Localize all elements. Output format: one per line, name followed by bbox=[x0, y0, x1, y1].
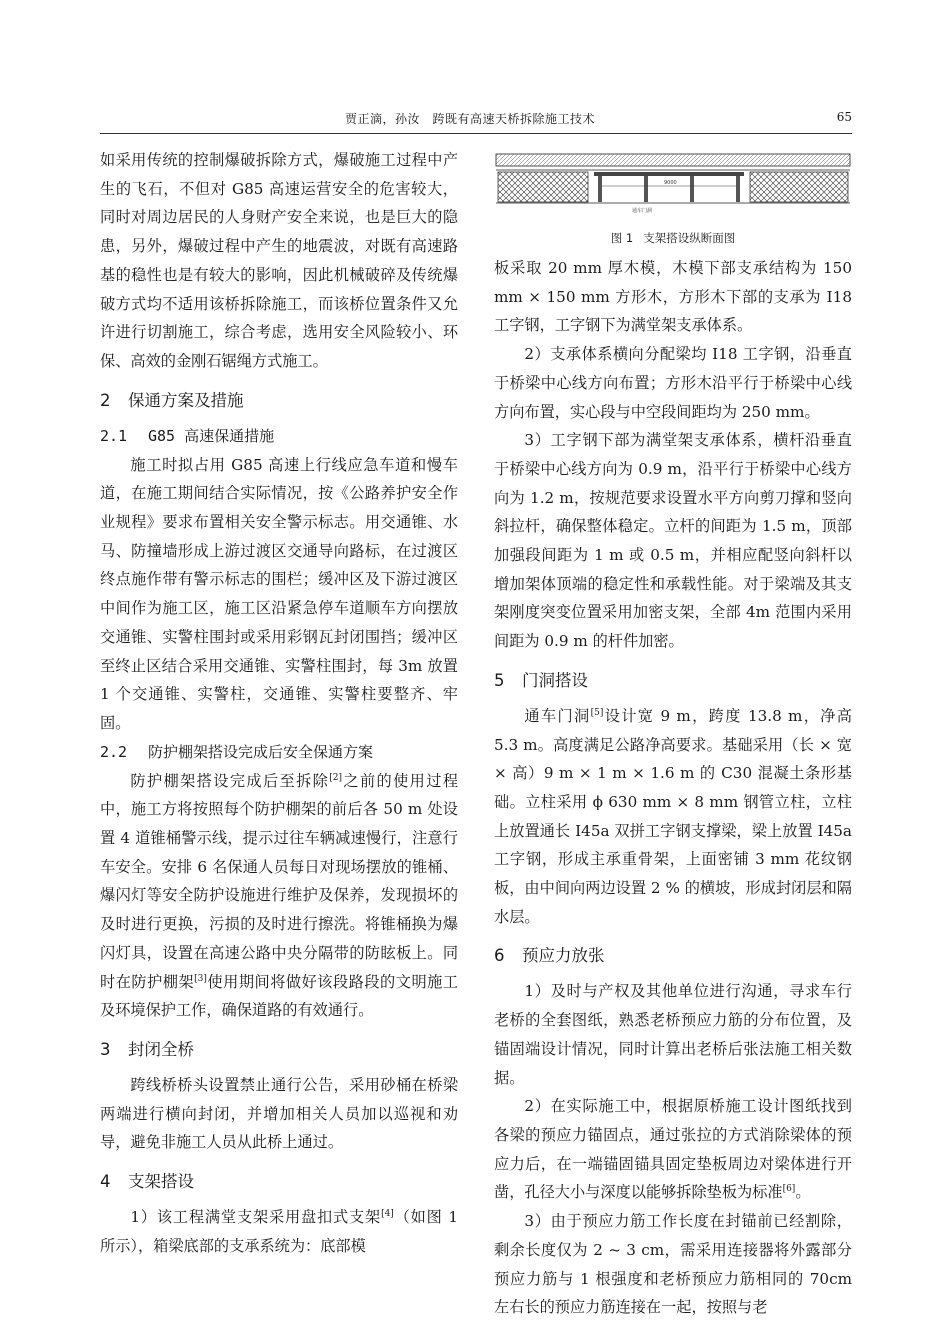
section-4-continued: 板采取 20 mm 厚木模，木模下部支承结构为 150 mm × 150 mm 方形木，方形木下部的支承为 I18 工字钢，工字钢下为满堂架支承体系。 bbox=[494, 259, 852, 335]
section-title: 支架搭设 bbox=[128, 1172, 194, 1192]
gate-post-mid-right bbox=[690, 176, 694, 202]
section-6-item-1: 1）及时与产权及其他单位进行沟通，寻求车行老桥的全套图纸，熟悉老桥预应力筋的分布位置，及锚固端设计情况，同时计算出老桥后张法施工相关数据。 bbox=[494, 982, 852, 1087]
section-4-paragraph bbox=[100, 1203, 458, 1260]
section-4-heading bbox=[100, 1167, 458, 1197]
figure-1 bbox=[494, 150, 852, 218]
section-5-paragraph bbox=[494, 702, 852, 932]
section-4-item-3: 3）工字钢下部为满堂架支承体系，横杆沿垂直于桥梁中心线方向为 0.9 m，沿平行于桥梁中心线方向为 1.2 m，按规范要求设置水平方向剪刀撑和竖向斜拉杆，确保整体稳定。立杆的间距为 1.5 m，顶部加强段间距为 1 m 或 0.5 m，并相应配竖向斜杆以增加架体顶端的稳定性和承载性能。对于梁端及其支架刚度突变位置采用加密支架，全部 4m 范围内采用间距为 0.9 m 的杆件加密。 bbox=[494, 431, 852, 651]
subsection-title: 防护棚架搭设完成后安全保通方案 bbox=[148, 742, 374, 761]
section-5-heading bbox=[494, 666, 852, 696]
section-6-item-3: 3）由于预应力筋工作长度在封锚前已经割除，剩余长度仅为 2 ~ 3 cm，需采用连接器将外露部分预应力筋与 1 根强度和老桥预应力筋相同的 70cm 左右长的预应力筋连接在一起，按照与老 bbox=[494, 1212, 852, 1317]
citation: [5] bbox=[590, 707, 604, 718]
section-2-heading bbox=[100, 386, 458, 416]
text-run: 1）该工程满堂支架采用盘扣式支架 bbox=[130, 1208, 382, 1227]
dimension-label: 9000 bbox=[664, 180, 677, 186]
text-run: 通车门洞 bbox=[524, 706, 591, 725]
section-title: 预应力放张 bbox=[522, 946, 605, 966]
citation: [2] bbox=[329, 772, 342, 783]
figure-caption bbox=[494, 228, 852, 248]
section-3-heading bbox=[100, 1035, 458, 1065]
subsection-title: G85 高速保通措施 bbox=[148, 426, 275, 445]
section-4-item-2: 2）支承体系横向分配梁均 I18 工字钢，沿垂直于桥梁中心线方向布置；方形木沿平行于桥梁中心线方向布置，实心段与中空段间距均为 250 mm。 bbox=[494, 345, 852, 421]
gate-post-left bbox=[598, 176, 602, 202]
running-header bbox=[100, 110, 852, 128]
text-run: 2）在实际施工中，根据原桥施工设计图纸找到各梁的预应力锚固点，通过张拉的方式消除梁体的预应力后，在一端锚固锚具固定垫板周边对梁体进行开凿，孔径大小与深度以能够拆除垫板为标准 bbox=[494, 1097, 852, 1202]
section-number: 4 bbox=[100, 1172, 111, 1192]
text-run: 防护棚架搭设完成后至拆除 bbox=[130, 771, 330, 790]
section-3-paragraph: 跨线桥桥头设置禁止通行公告，采用砂桶在桥梁两端进行横向封闭，并增加相关人员加以巡视和劝导，避免非施工人员从此桥上通过。 bbox=[100, 1075, 458, 1152]
section-2-1-paragraph: 施工时拟占用 G85 高速上行线应急车道和慢车道，在施工期间结合实际情况，按《公路养护安全作业规程》要求布置相关安全警示标志。用交通锥、水马、防撞墙形成上游过渡区交通导向路标，在过渡区终点施作带有警示标志的围栏；缓冲区及下游过渡区中间作为施工区，施工区沿紧急停车道顺车方向摆放交通锥、实警柱围封或采用彩钢瓦封闭围挡；缓冲区至终止区结合采用交通锥、实警柱围封，每 3m 放置 1 个交通锥、实警柱，交通锥、实警柱要整齐、牢固。 bbox=[100, 455, 458, 732]
header-title: 贾正滴，孙汝 跨既有高速天桥拆除施工技术 bbox=[345, 112, 596, 126]
left-scaffold bbox=[498, 172, 588, 202]
figure-caption-text: 支架搭设纵断面图 bbox=[643, 231, 736, 245]
section-2-1-heading bbox=[100, 422, 458, 451]
section-number: 6 bbox=[494, 946, 505, 966]
support-frame-diagram bbox=[494, 150, 852, 218]
section-number: 3 bbox=[100, 1039, 111, 1059]
gate-label: 通车门洞 bbox=[632, 208, 653, 214]
intro-paragraph: 如采用传统的控制爆破拆除方式，爆破施工过程中产生的飞石，不但对 G85 高速运营安全的危害较大，同时对周边居民的人身财产安全来说，也是巨大的隐患，另外，爆破过程中产生的地震波，对既有高速路基的稳性也是有较大的影响，因此机械破碎及传统爆破方式均不适用该桥拆除施工，而该桥位置条件又允许进行切割施工，综合考虑，选用安全风险较小、环保、高效的金刚石锯绳方式施工。 bbox=[100, 151, 458, 370]
right-scaffold bbox=[750, 172, 848, 202]
gate-post-right bbox=[736, 176, 740, 202]
citation: [4] bbox=[381, 1209, 394, 1220]
text-run: （如图 1 所示），箱梁底部的支承系统为：底部模 bbox=[100, 1208, 458, 1255]
section-number: 2 bbox=[100, 390, 111, 410]
subsection-number: 2.1 bbox=[100, 426, 128, 445]
section-6-heading bbox=[494, 941, 852, 971]
text-run: 之前的使用过程中，施工方将按照每个防护棚架的前后各 50 m 处设置 4 道锥桶警示线，提示过往车辆减速慢行，注意行车安全。安排 6 名保通人员每日对现场摆放的锥桶、爆闪灯等安全防护设施进行维护及保养，发现损坏的及时进行更换，污损的及时进行擦洗。将锥桶换为爆闪灯具，设置在高速公路中央分隔带的防眩板上。同时在防护棚架 bbox=[100, 771, 459, 991]
right-column bbox=[494, 146, 852, 1322]
bridge-deck bbox=[496, 154, 850, 166]
figure-number: 图 1 bbox=[610, 231, 634, 245]
section-title: 门洞搭设 bbox=[522, 670, 588, 690]
header-rule bbox=[100, 133, 852, 134]
gate-beam bbox=[594, 172, 744, 176]
page-number: 65 bbox=[836, 110, 852, 124]
section-6-item-2 bbox=[494, 1092, 852, 1207]
section-number: 5 bbox=[494, 670, 505, 690]
section-2-2-paragraph bbox=[100, 767, 458, 1025]
section-title: 封闭全桥 bbox=[128, 1039, 194, 1059]
subsection-number: 2.2 bbox=[100, 742, 128, 761]
gate-post-mid-left bbox=[644, 176, 648, 202]
citation: [6] bbox=[782, 1184, 796, 1195]
section-title: 保通方案及措施 bbox=[128, 390, 244, 410]
citation: [3] bbox=[194, 973, 207, 984]
text-run: 设计宽 9 m，跨度 13.8 m，净高 5.3 m。高度满足公路净高要求。基础采用（长 × 宽 × 高）9 m × 1 m × 1.6 m 的 C30 混凝土条形基础。立柱采用 ϕ 630 mm × 8 mm 钢管立柱，立柱上放置通长 I45a 双拼工字钢支撑梁，梁上放置 I45a 工字钢，形成主承重骨架，上面密铺 3 mm 花纹钢板，由中间向两边设置 2 % 的横坡，形成封闭层和隔水层。 bbox=[494, 706, 852, 926]
section-2-2-heading bbox=[100, 738, 458, 767]
text-run: 。 bbox=[795, 1183, 811, 1202]
left-column bbox=[100, 146, 458, 1261]
text-run: 使用期间将做好该段路段的文明施工及环境保护工作，确保道路的有效通行。 bbox=[100, 972, 459, 1020]
